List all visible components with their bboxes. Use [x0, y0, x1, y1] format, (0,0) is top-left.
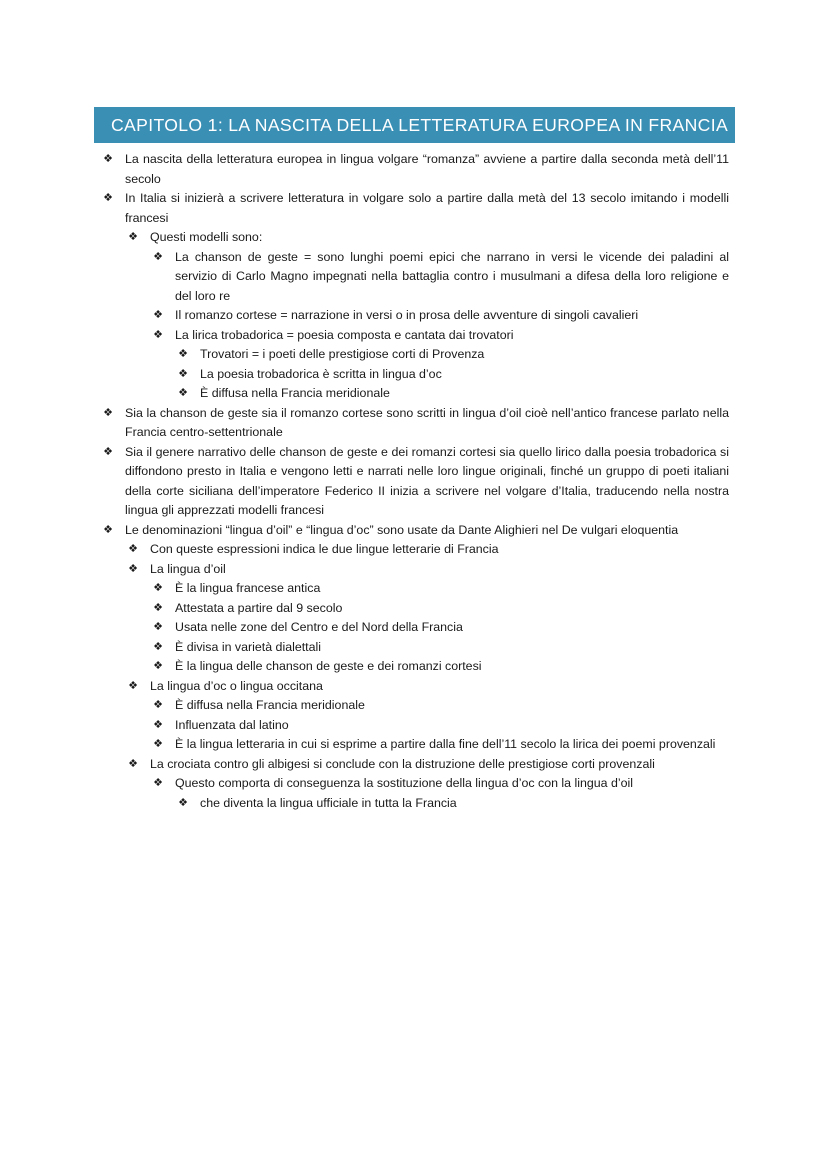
outline-item-level-0 [103, 404, 729, 443]
four-diamond-bullet-icon: ❖ [153, 309, 163, 321]
outline-item-level-2 [153, 306, 729, 326]
outline-item-text: È diffusa nella Francia meridionale [200, 386, 390, 400]
four-diamond-bullet-icon: ❖ [103, 445, 113, 458]
outline-item-level-0 [103, 521, 729, 541]
four-diamond-bullet-icon: ❖ [128, 757, 138, 770]
outline-item-text: La crociata contro gli albigesi si conclude con la distruzione delle prestigiose corti provenzali [150, 756, 655, 771]
four-diamond-bullet-icon: ❖ [103, 153, 113, 165]
four-diamond-bullet-icon: ❖ [153, 250, 163, 263]
outline-item-text: Questo comporta di conseguenza la sostituzione della lingua d’oc con la lingua d’oil [175, 776, 634, 790]
outline-item-level-2 [153, 657, 729, 677]
four-diamond-bullet-icon: ❖ [153, 582, 163, 594]
outline-item-text: La nascita della letteratura europea in lingua volgare “romanza” avviene a partire dalla seconda metà dell’11 secolo [125, 152, 729, 186]
outline-item-text: Usata nelle zone del Centro e del Nord della Francia [175, 620, 463, 634]
four-diamond-bullet-icon: ❖ [103, 192, 113, 204]
outline-item-level-1 [128, 677, 729, 697]
four-diamond-bullet-icon: ❖ [153, 738, 163, 750]
outline-item-text: Con queste espressioni indica le due lingue letterarie di Francia [150, 542, 499, 556]
four-diamond-bullet-icon: ❖ [153, 328, 163, 341]
outline-item-text: La lirica trobadorica = poesia composta e cantata dai trovatori [175, 327, 514, 342]
four-diamond-bullet-icon: ❖ [128, 562, 138, 575]
four-diamond-bullet-icon: ❖ [178, 348, 188, 360]
outline-item-level-1 [128, 755, 729, 775]
outline-item-level-1 [128, 228, 729, 248]
outline-item-level-3 [178, 345, 729, 365]
outline-item-level-3 [178, 794, 729, 814]
four-diamond-bullet-icon: ❖ [153, 777, 163, 789]
outline-item-text: Il romanzo cortese = narrazione in versi o in prosa delle avventure di singoli cavalieri [175, 308, 639, 322]
outline-item-text: che diventa la lingua ufficiale in tutta la Francia [200, 795, 457, 810]
outline-item-text: La poesia trobadorica è scritta in lingua d’oc [200, 366, 442, 381]
four-diamond-bullet-icon: ❖ [153, 718, 163, 731]
outline-item-text: Questi modelli sono: [150, 230, 263, 244]
four-diamond-bullet-icon: ❖ [128, 679, 138, 692]
outline-item-text: Attestata a partire dal 9 secolo [175, 600, 343, 615]
outline-item-text: Sia la chanson de geste sia il romanzo cortese sono scritti in lingua d’oil cioè nell’antico francese parlato nella Francia centro-settentrionale [125, 405, 729, 439]
outline-item-text: La lingua d’oc o lingua occitana [150, 678, 323, 693]
four-diamond-bullet-icon: ❖ [153, 699, 163, 711]
four-diamond-bullet-icon: ❖ [153, 640, 163, 653]
outline-item-text: Le denominazioni “lingua d’oil” e “lingua d’oc” sono usate da Dante Alighieri nel De vulgari eloquentia [125, 522, 679, 537]
outline-item-text: È la lingua delle chanson de geste e dei romanzi cortesi [175, 659, 482, 673]
outline-item-text: È la lingua francese antica [175, 581, 321, 595]
outline-item-level-2 [153, 248, 729, 307]
outline-item-text: È diffusa nella Francia meridionale [175, 698, 365, 712]
outline-item-level-0 [103, 189, 729, 228]
outline-item-level-3 [178, 384, 729, 404]
outline-item-level-2 [153, 716, 729, 736]
outline-item-text: Sia il genere narrativo delle chanson de geste e dei romanzi cortesi sia quello lirico dalla poesia trobadorica si diffondono presto in Italia e vengono letti e narrati nelle loro lingue originali, finché un gruppo di poeti italiani della corte siciliana dell’imperatore Federico II inizia a scrivere nel volgare d’Italia, traducendo nella nostra lingua gli apprezzati modelli francesi [125, 444, 729, 517]
four-diamond-bullet-icon: ❖ [103, 406, 113, 419]
outline-item-level-1 [128, 560, 729, 580]
four-diamond-bullet-icon: ❖ [178, 796, 188, 809]
outline-item-level-2 [153, 638, 729, 658]
outline-item-level-1 [128, 540, 729, 560]
outline-item-text: La lingua d’oil [150, 561, 226, 576]
outline-item-level-0 [103, 443, 729, 521]
four-diamond-bullet-icon: ❖ [128, 231, 138, 243]
bullet-outline [0, 150, 828, 813]
four-diamond-bullet-icon: ❖ [103, 523, 113, 536]
outline-item-level-2 [153, 579, 729, 599]
outline-item-level-0 [103, 150, 729, 189]
outline-item-text: Influenzata dal latino [175, 717, 289, 732]
chapter-title-bar [94, 107, 735, 143]
outline-item-level-2 [153, 696, 729, 716]
outline-item-text: La chanson de geste = sono lunghi poemi epici che narrano in versi le vicende dei paladini al servizio di Carlo Magno impegnati nella battaglia contro i musulmani a difesa della loro religione e del loro re [175, 249, 729, 303]
outline-item-level-2 [153, 735, 729, 755]
outline-item-text: È divisa in varietà dialettali [175, 639, 322, 654]
four-diamond-bullet-icon: ❖ [128, 543, 138, 555]
four-diamond-bullet-icon: ❖ [178, 367, 188, 380]
four-diamond-bullet-icon: ❖ [153, 621, 163, 633]
outline-item-level-2 [153, 326, 729, 346]
outline-item-level-3 [178, 365, 729, 385]
outline-item-text: In Italia si inizierà a scrivere letteratura in volgare solo a partire dalla metà del 13 secolo imitando i modelli francesi [125, 191, 729, 225]
outline-item-level-2 [153, 599, 729, 619]
outline-item-text: È la lingua letteraria in cui si esprime a partire dalla fine dell’11 secolo la lirica dei poemi provenzali [175, 737, 716, 751]
outline-item-text: Trovatori = i poeti delle prestigiose corti di Provenza [200, 347, 485, 361]
chapter-title: CAPITOLO 1: LA NASCITA DELLA LETTERATURA EUROPEA IN FRANCIA [111, 114, 729, 135]
outline-item-level-2 [153, 618, 729, 638]
four-diamond-bullet-icon: ❖ [153, 660, 163, 672]
outline-item-level-2 [153, 774, 729, 794]
four-diamond-bullet-icon: ❖ [178, 387, 188, 399]
four-diamond-bullet-icon: ❖ [153, 601, 163, 614]
